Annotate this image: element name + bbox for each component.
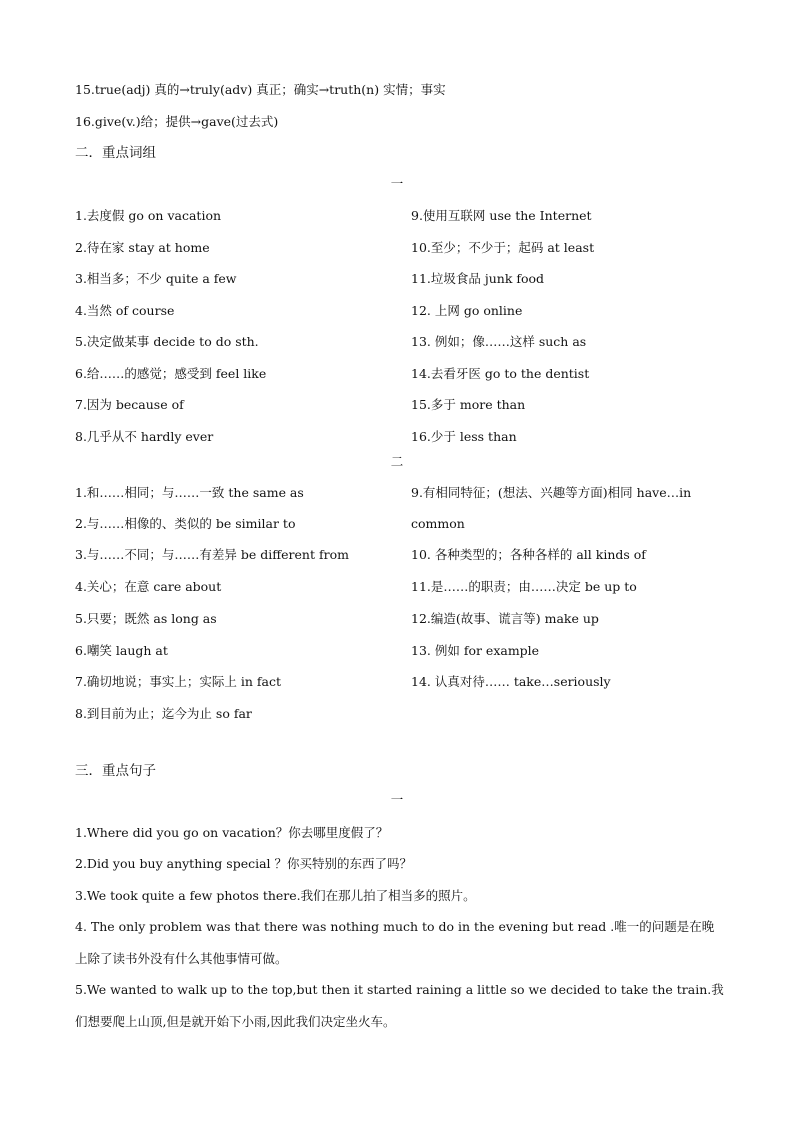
phrase-item: 13. 例如；像……这样 such as: [411, 334, 587, 349]
vocab-item-15: 15.true(adj) 真的→truly(adv) 真正；确实→truth(n) 实情；事实: [75, 82, 446, 97]
phrase-item: 11.垃圾食品 junk food: [411, 271, 545, 286]
part-marker-1: 一: [390, 176, 404, 191]
phrase-item: 3.相当多；不少 quite a few: [75, 271, 237, 286]
phrase-item: 4.当然 of course: [75, 303, 175, 318]
phrase-item: 1.去度假 go on vacation: [75, 208, 222, 223]
phrase-item: 3.与……不同；与……有差异 be different from: [75, 547, 349, 562]
phrase-item: 14.去看牙医 go to the dentist: [411, 366, 590, 381]
phrase-item: 8.到目前为止；迄今为止 so far: [75, 706, 252, 721]
phrase-item: 7.确切地说；事实上；实际上 in fact: [75, 674, 282, 689]
phrase-item: 8.几乎从不 hardly ever: [75, 429, 214, 444]
phrase-item: 2.待在家 stay at home: [75, 240, 210, 255]
part-marker-3: 一: [390, 792, 404, 807]
phrase-item: 4.关心；在意 care about: [75, 579, 222, 594]
phrase-item-continued: common: [411, 516, 465, 531]
phrase-item: 6.嘲笑 laugh at: [75, 643, 168, 658]
phrase-item: 13. 例如 for example: [411, 643, 540, 658]
phrase-item: 1.和……相同；与……一致 the same as: [75, 485, 304, 500]
phrase-item: 15.多于 more than: [411, 397, 526, 412]
phrase-item: 16.少于 less than: [411, 429, 517, 444]
phrase-item: 7.因为 because of: [75, 397, 184, 412]
phrase-item: 9.有相同特征；(想法、兴趣等方面)相同 have…in: [411, 485, 692, 500]
phrase-item: 5.只要；既然 as long as: [75, 611, 217, 626]
sentence-item: 3.We took quite a few photos there.我们在那儿拍了相当多的照片。: [75, 888, 476, 903]
sentence-item: 2.Did you buy anything special ？你买特别的东西了吗？: [75, 856, 413, 871]
phrase-item: 6.给……的感觉；感受到 feel like: [75, 366, 267, 381]
phrase-item: 12.编造(故事、谎言等) make up: [411, 611, 599, 626]
part-marker-2: 二: [390, 454, 404, 469]
phrase-item: 11.是……的职责；由……决定 be up to: [411, 579, 637, 594]
phrase-item: 12. 上网 go online: [411, 303, 523, 318]
sentence-item: 5.We wanted to walk up to the top,but then it started raining a little so we decided to take the train.我们想要爬上山顶,但是就开始下小雨,因此我们决定坐火车。: [75, 982, 724, 1029]
sentence-item: 1.Where did you go on vacation？你去哪里度假了？: [75, 825, 389, 840]
phrase-item: 10. 各种类型的；各种各样的 all kinds of: [411, 547, 646, 562]
phrase-item: 2.与……相像的、类似的 be similar to: [75, 516, 296, 531]
section-title-key-sentences: 三．重点句子: [75, 763, 156, 779]
section-title-key-phrases: 二．重点词组: [75, 145, 156, 161]
phrase-item: 14. 认真对待…… take…seriously: [411, 674, 611, 689]
phrase-item: 5.决定做某事 decide to do sth.: [75, 334, 259, 349]
sentence-item: 4. The only problem was that there was nothing much to do in the evening but read .唯一的问题是在晚上除了读书外没有什么其他事情可做。: [75, 919, 715, 966]
phrase-item: 9.使用互联网 use the Internet: [411, 208, 592, 223]
phrase-item: 10.至少；不少于；起码 at least: [411, 240, 595, 255]
vocab-item-16: 16.give(v.)给；提供→gave(过去式): [75, 114, 279, 129]
